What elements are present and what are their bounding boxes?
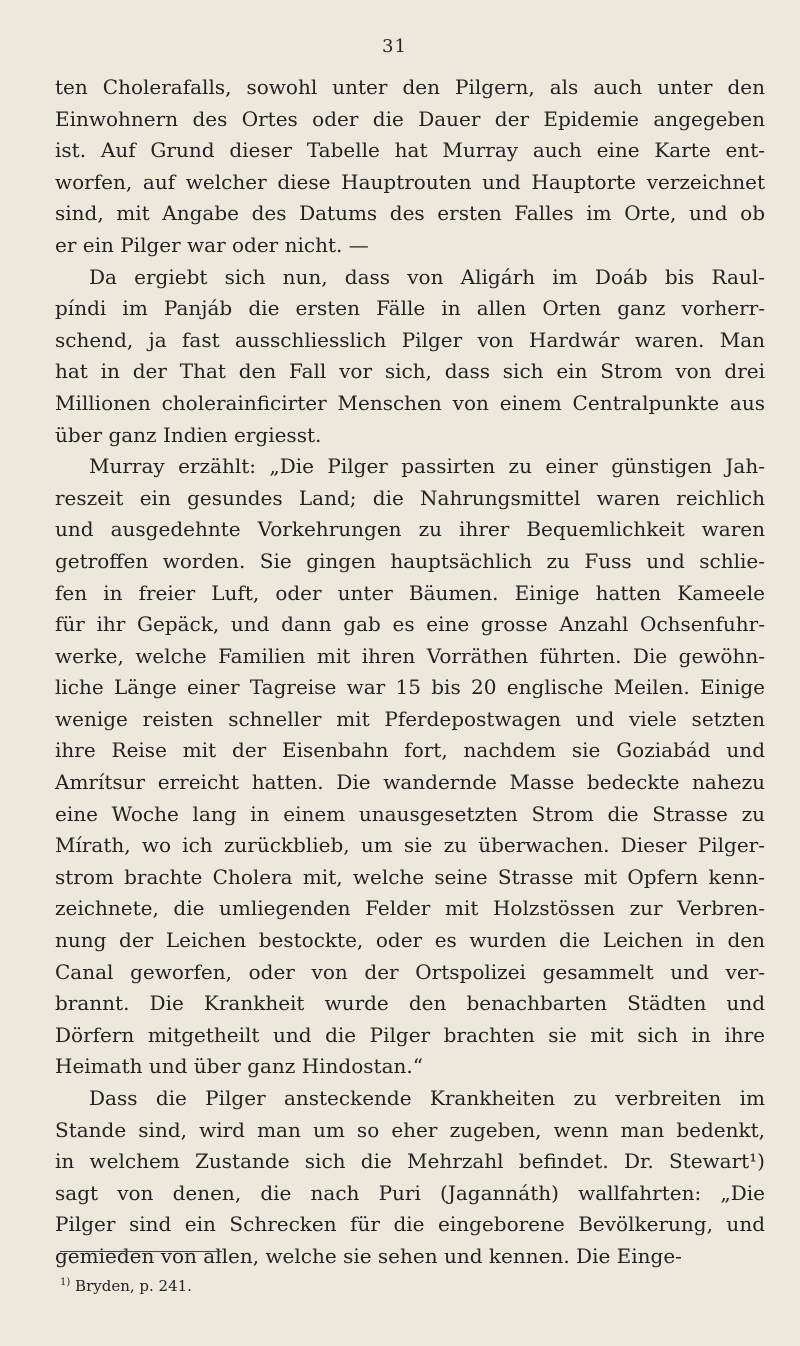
text-line: Dörfern mitgetheilt und die Pilger brachten sie mit sich in ihre [55, 1022, 765, 1047]
text-line: Millionen cholerainficirter Menschen von einem Centralpunkte aus [55, 390, 765, 415]
text-line: wenige reisten schneller mit Pferdepostwagen und viele setzten [55, 706, 765, 731]
text-line: hat in der That den Fall vor sich, dass sich ein Strom von drei [55, 359, 765, 384]
text-line: brannt. Die Krankheit wurde den benachbarten Städten und [55, 991, 765, 1016]
footnote-divider [60, 1251, 222, 1252]
footnote [60, 1277, 192, 1295]
text-line: ist. Auf Grund dieser Tabelle hat Murray auch eine Karte ent- [55, 138, 765, 163]
text-line: zeichnete, die umliegenden Felder mit Holzstössen zur Verbren- [55, 896, 765, 921]
text-line: Canal geworfen, oder von der Ortspolizei gesammelt und ver- [55, 959, 765, 984]
footnote-marker: 1) [60, 1277, 71, 1288]
text-line: sind, mit Angabe des Datums des ersten Falles im Orte, und ob [55, 201, 765, 226]
text-line: Pilger sind ein Schrecken für die eingeborene Bevölkerung, und [55, 1212, 765, 1237]
text-line: Dass die Pilger ansteckende Krankheiten zu verbreiten im [89, 1086, 765, 1110]
text-line: píndi im Panjáb die ersten Fälle in allen Orten ganz vorherr- [55, 296, 765, 321]
footnote-text: Bryden, p. 241. [75, 1277, 192, 1295]
text-line: nung der Leichen bestockte, oder es wurden die Leichen in den [55, 928, 765, 953]
text-line: Mírath, wo ich zurückblieb, um sie zu überwachen. Dieser Pilger- [55, 833, 765, 858]
text-line: ten Cholerafalls, sowohl unter den Pilgern, als auch unter den [55, 75, 765, 99]
text-line: eine Woche lang in einem unausgesetzten Strom die Strasse zu [55, 801, 765, 826]
text-line: fen in freier Luft, oder unter Bäumen. Einige hatten Kameele [55, 580, 765, 605]
text-line: über ganz Indien ergiesst. [55, 422, 322, 447]
page-number: 31 [382, 36, 407, 57]
text-line: Murray erzählt: „Die Pilger passirten zu einer günstigen Jah- [89, 454, 765, 479]
text-line: reszeit ein gesundes Land; die Nahrungsmittel waren reichlich [55, 485, 765, 510]
text-line: worfen, auf welcher diese Hauptrouten und Hauptorte verzeichnet [55, 169, 765, 194]
text-line: Heimath und über ganz Hindostan.“ [55, 1054, 423, 1079]
text-line: gemieden von allen, welche sie sehen und kennen. Die Einge- [55, 1243, 682, 1268]
text-line: strom brachte Cholera mit, welche seine Strasse mit Opfern kenn- [55, 864, 765, 889]
text-line: er ein Pilger war oder nicht. — [55, 232, 369, 257]
text-line: sagt von denen, die nach Puri (Jagannáth) wallfahrten: „Die [55, 1180, 765, 1205]
text-line: Amrítsur erreicht hatten. Die wandernde Masse bedeckte nahezu [55, 770, 765, 795]
text-line: schend, ja fast ausschliesslich Pilger von Hardwár waren. Man [55, 327, 765, 352]
text-line: in welchem Zustande sich die Mehrzahl befindet. Dr. Stewart¹) [55, 1149, 765, 1174]
text-line: getroffen worden. Sie gingen hauptsächlich zu Fuss und schlie- [55, 548, 765, 573]
text-line: Einwohnern des Ortes oder die Dauer der Epidemie angegeben [55, 106, 765, 131]
text-line: Da ergiebt sich nun, dass von Aligárh im Doáb bis Raul- [89, 264, 765, 289]
text-line: ihre Reise mit der Eisenbahn fort, nachdem sie Goziabád und [55, 738, 765, 763]
body-text [55, 72, 765, 1273]
text-line: liche Länge einer Tagreise war 15 bis 20 englische Meilen. Einige [55, 675, 765, 700]
text-line: für ihr Gepäck, und dann gab es eine grosse Anzahl Ochsenfuhr- [55, 612, 765, 637]
text-line: Stande sind, wird man um so eher zugeben, wenn man bedenkt, [55, 1117, 765, 1142]
text-line: werke, welche Familien mit ihren Vorräthen führten. Die gewöhn- [55, 643, 765, 668]
text-line: und ausgedehnte Vorkehrungen zu ihrer Bequemlichkeit waren [55, 517, 765, 542]
